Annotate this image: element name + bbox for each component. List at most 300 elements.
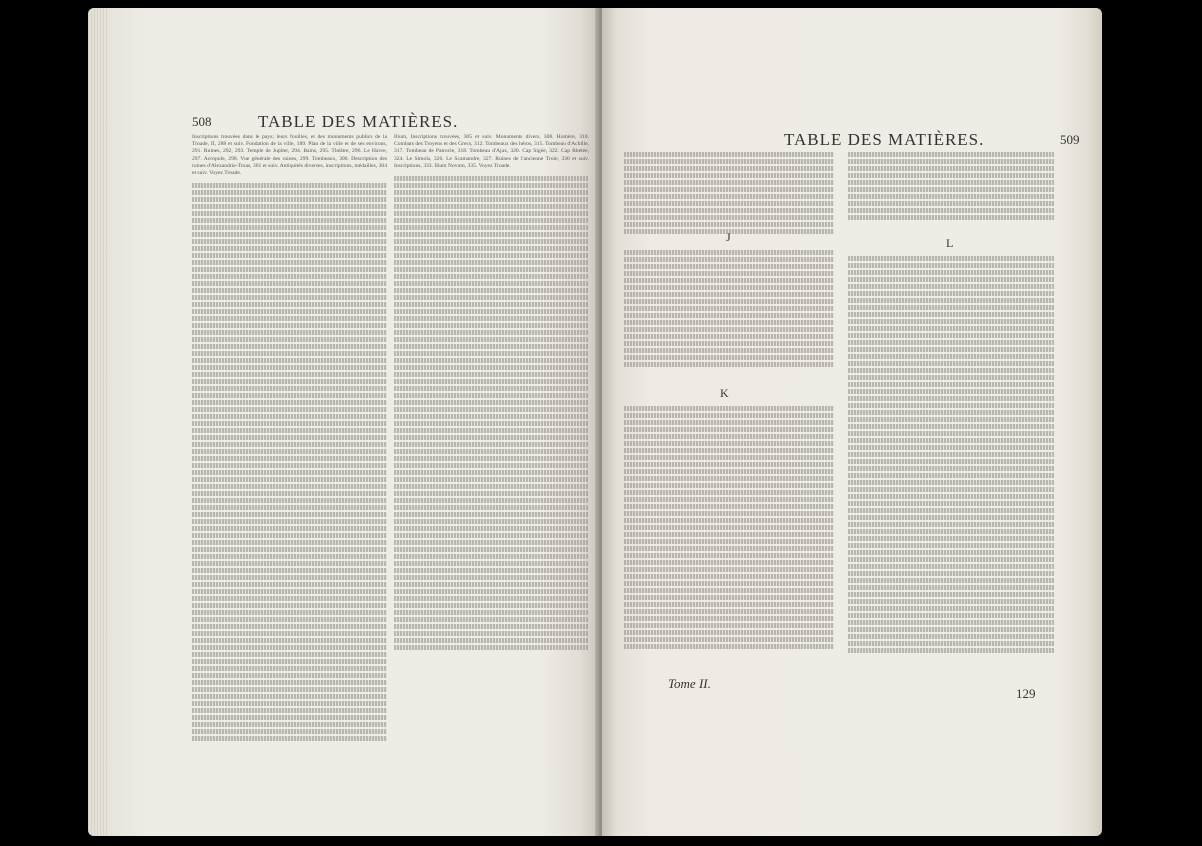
text-line	[192, 274, 387, 279]
text-line	[848, 194, 1054, 199]
text-line	[624, 250, 834, 255]
text-line	[394, 645, 589, 650]
text-line	[192, 225, 387, 230]
text-line	[848, 466, 1054, 471]
text-line	[394, 435, 589, 440]
text-line	[624, 574, 834, 579]
right-running-head: TABLE DES MATIÈRES.	[784, 130, 985, 149]
text-line	[394, 442, 589, 447]
text-line	[848, 298, 1054, 303]
text-line	[624, 152, 834, 157]
text-line	[394, 218, 589, 223]
tome-label: Tome II.	[668, 676, 711, 691]
text-line	[848, 480, 1054, 485]
text-line	[848, 410, 1054, 415]
text-line	[192, 267, 387, 272]
text-line	[848, 375, 1054, 380]
text-line	[394, 386, 589, 391]
text-line	[848, 613, 1054, 618]
text-line	[624, 320, 834, 325]
text-line	[624, 602, 834, 607]
text-line	[624, 609, 834, 614]
text-line	[848, 578, 1054, 583]
text-line	[192, 722, 387, 727]
text-line	[848, 173, 1054, 178]
text-line	[848, 389, 1054, 394]
text-line	[192, 701, 387, 706]
text-line	[624, 173, 834, 178]
text-line	[192, 484, 387, 489]
text-line	[192, 400, 387, 405]
text-line	[624, 299, 834, 304]
text-line	[192, 372, 387, 377]
text-line	[394, 596, 589, 601]
text-line	[192, 323, 387, 328]
text-line	[394, 519, 589, 524]
text-line	[848, 557, 1054, 562]
text-line	[394, 449, 589, 454]
text-line	[192, 498, 387, 503]
text-line	[394, 253, 589, 258]
text-line	[394, 197, 589, 202]
text-line	[624, 539, 834, 544]
text-line	[394, 316, 589, 321]
text-line	[394, 190, 589, 195]
text-line	[192, 617, 387, 622]
text-line	[394, 323, 589, 328]
text-line	[394, 337, 589, 342]
text-line	[624, 623, 834, 628]
text-line	[848, 263, 1054, 268]
right-column-1-j	[624, 248, 834, 376]
text-line	[394, 302, 589, 307]
text-line	[624, 560, 834, 565]
text-line	[394, 274, 589, 279]
text-line	[624, 588, 834, 593]
text-line	[848, 571, 1054, 576]
text-line	[394, 610, 589, 615]
text-line	[848, 382, 1054, 387]
text-line	[848, 361, 1054, 366]
text-line	[394, 260, 589, 265]
text-line	[394, 456, 589, 461]
right-column-1-k	[624, 404, 834, 674]
text-line	[624, 208, 834, 213]
text-line	[848, 159, 1054, 164]
text-line	[848, 215, 1054, 220]
text-line	[624, 278, 834, 283]
text-line	[624, 630, 834, 635]
text-line	[192, 309, 387, 314]
text-line	[624, 532, 834, 537]
section-letter-k: K	[720, 386, 729, 400]
left-column-2-text: Ilium, Inscriptions trouvées, 305 et suiv. Monuments divers, 308. Homère, 310. Combats des Troyens et des Grecs, 312. Tombeaux des héros, 315. Tombeau d'Achille, 317. Tombeau de Patrocle, 318. Tombeau d'Ajax, 320. Cap Sigée, 322. Cap Rhétée, 324. Le Simoïs, 326. Le Scamandre, 327. Ruines de l'ancienne Troie, 330 et suiv. Inscriptions, 333. Ilium Novum, 335. Voyez Troade.	[394, 134, 589, 169]
text-line	[624, 511, 834, 516]
text-line	[394, 533, 589, 538]
text-line	[624, 271, 834, 276]
text-line	[848, 641, 1054, 646]
right-column-1-top	[624, 150, 834, 242]
text-line	[394, 547, 589, 552]
text-line	[394, 211, 589, 216]
text-line	[192, 344, 387, 349]
text-line	[624, 434, 834, 439]
text-line	[624, 159, 834, 164]
text-line	[848, 648, 1054, 653]
text-line	[624, 553, 834, 558]
text-line	[192, 526, 387, 531]
text-line	[624, 427, 834, 432]
text-line	[394, 351, 589, 356]
text-line	[848, 487, 1054, 492]
text-line	[848, 152, 1054, 157]
text-line	[192, 316, 387, 321]
text-line	[192, 582, 387, 587]
text-line	[394, 477, 589, 482]
text-line	[848, 368, 1054, 373]
text-line	[192, 715, 387, 720]
left-running-head: TABLE DES MATIÈRES.	[258, 112, 459, 131]
text-line	[394, 617, 589, 622]
text-line	[192, 435, 387, 440]
text-line	[192, 253, 387, 258]
text-line	[192, 736, 387, 741]
text-line	[848, 550, 1054, 555]
text-line	[848, 515, 1054, 520]
text-line	[192, 260, 387, 265]
text-line	[192, 351, 387, 356]
text-line	[192, 680, 387, 685]
text-line	[192, 624, 387, 629]
text-line	[192, 603, 387, 608]
open-book	[88, 8, 1102, 836]
text-line	[394, 407, 589, 412]
text-line	[192, 456, 387, 461]
text-line	[192, 463, 387, 468]
text-line	[192, 393, 387, 398]
text-line	[394, 330, 589, 335]
left-page	[88, 8, 600, 836]
text-line	[192, 232, 387, 237]
text-line	[624, 180, 834, 185]
text-line	[624, 546, 834, 551]
text-line	[192, 190, 387, 195]
text-line	[192, 449, 387, 454]
text-line	[624, 313, 834, 318]
text-line	[394, 470, 589, 475]
text-line	[192, 330, 387, 335]
text-line	[394, 498, 589, 503]
text-line	[848, 431, 1054, 436]
text-line	[394, 246, 589, 251]
text-line	[624, 476, 834, 481]
text-line	[394, 400, 589, 405]
text-line	[394, 225, 589, 230]
text-line	[848, 634, 1054, 639]
text-line	[394, 344, 589, 349]
right-column-2-top	[848, 150, 1054, 230]
text-line	[394, 176, 589, 181]
text-line	[192, 547, 387, 552]
text-line	[192, 533, 387, 538]
text-line	[848, 256, 1054, 261]
right-column-2-l	[848, 254, 1054, 694]
text-line	[624, 194, 834, 199]
text-line	[848, 522, 1054, 527]
text-line	[192, 379, 387, 384]
text-line	[192, 505, 387, 510]
text-line	[624, 595, 834, 600]
text-line	[192, 281, 387, 286]
left-column-2	[394, 134, 589, 674]
text-line	[394, 554, 589, 559]
text-line	[192, 687, 387, 692]
text-line	[624, 518, 834, 523]
text-line	[624, 616, 834, 621]
text-line	[624, 448, 834, 453]
text-line	[624, 469, 834, 474]
text-line	[192, 589, 387, 594]
text-line	[848, 606, 1054, 611]
text-line	[848, 166, 1054, 171]
text-line	[394, 309, 589, 314]
text-line	[192, 386, 387, 391]
text-line	[848, 417, 1054, 422]
text-line	[848, 312, 1054, 317]
right-folio: 509	[1060, 132, 1080, 147]
text-line	[394, 295, 589, 300]
text-line	[848, 187, 1054, 192]
text-line	[848, 319, 1054, 324]
text-line	[624, 420, 834, 425]
text-line	[624, 355, 834, 360]
text-line	[848, 445, 1054, 450]
text-line	[624, 490, 834, 495]
text-line	[848, 284, 1054, 289]
text-line	[192, 561, 387, 566]
text-line	[394, 239, 589, 244]
text-line	[624, 525, 834, 530]
left-folio: 508	[192, 114, 212, 129]
text-line	[848, 354, 1054, 359]
text-line	[624, 413, 834, 418]
text-line	[192, 421, 387, 426]
section-letter-j: J	[726, 230, 731, 244]
text-line	[192, 729, 387, 734]
text-line	[192, 239, 387, 244]
text-line	[394, 428, 589, 433]
text-line	[624, 201, 834, 206]
text-line	[624, 497, 834, 502]
text-line	[394, 484, 589, 489]
text-line	[848, 592, 1054, 597]
text-line	[394, 288, 589, 293]
text-line	[192, 302, 387, 307]
text-line	[192, 631, 387, 636]
text-line	[192, 183, 387, 188]
text-line	[394, 568, 589, 573]
text-line	[394, 183, 589, 188]
text-line	[624, 306, 834, 311]
text-line	[848, 270, 1054, 275]
text-line	[624, 292, 834, 297]
text-line	[394, 512, 589, 517]
text-line	[192, 197, 387, 202]
text-line	[192, 365, 387, 370]
text-line	[848, 452, 1054, 457]
text-line	[192, 428, 387, 433]
text-line	[624, 644, 834, 649]
text-line	[192, 610, 387, 615]
text-line	[624, 637, 834, 642]
text-line	[848, 347, 1054, 352]
left-column-1	[192, 134, 387, 794]
text-line	[848, 208, 1054, 213]
text-line	[848, 340, 1054, 345]
text-line	[624, 334, 834, 339]
right-page	[602, 8, 1102, 836]
text-line	[192, 568, 387, 573]
text-line	[394, 575, 589, 580]
text-line	[394, 603, 589, 608]
text-line	[192, 491, 387, 496]
text-line	[624, 362, 834, 367]
text-line	[192, 295, 387, 300]
section-letter-l: L	[946, 236, 954, 250]
text-line	[848, 536, 1054, 541]
text-line	[394, 624, 589, 629]
text-line	[624, 455, 834, 460]
text-line	[624, 504, 834, 509]
text-line	[192, 575, 387, 580]
text-line	[848, 494, 1054, 499]
text-line	[848, 333, 1054, 338]
text-line	[192, 414, 387, 419]
text-line	[192, 554, 387, 559]
text-line	[848, 473, 1054, 478]
text-line	[848, 564, 1054, 569]
text-line	[624, 441, 834, 446]
text-line	[394, 281, 589, 286]
text-line	[394, 638, 589, 643]
text-line	[192, 512, 387, 517]
text-line	[848, 305, 1054, 310]
text-line	[848, 438, 1054, 443]
text-line	[394, 379, 589, 384]
text-line	[624, 406, 834, 411]
text-line	[624, 348, 834, 353]
text-line	[394, 491, 589, 496]
text-line	[192, 645, 387, 650]
text-line	[394, 561, 589, 566]
text-line	[624, 483, 834, 488]
text-line	[192, 218, 387, 223]
text-line	[848, 291, 1054, 296]
text-line	[394, 540, 589, 545]
text-line	[394, 365, 589, 370]
text-line	[394, 267, 589, 272]
text-line	[192, 659, 387, 664]
text-line	[192, 407, 387, 412]
text-line	[848, 585, 1054, 590]
text-line	[624, 327, 834, 332]
text-line	[624, 187, 834, 192]
text-line	[848, 620, 1054, 625]
text-line	[624, 166, 834, 171]
text-line	[394, 582, 589, 587]
text-line	[394, 204, 589, 209]
text-line	[394, 463, 589, 468]
text-line	[848, 403, 1054, 408]
text-line	[848, 424, 1054, 429]
text-line	[848, 459, 1054, 464]
text-line	[394, 421, 589, 426]
text-line	[848, 501, 1054, 506]
text-line	[394, 372, 589, 377]
text-line	[848, 627, 1054, 632]
text-line	[192, 540, 387, 545]
text-line	[394, 232, 589, 237]
text-line	[848, 599, 1054, 604]
text-line	[848, 277, 1054, 282]
text-line	[192, 694, 387, 699]
text-line	[624, 215, 834, 220]
text-line	[394, 526, 589, 531]
text-line	[192, 358, 387, 363]
text-line	[848, 201, 1054, 206]
text-line	[394, 589, 589, 594]
text-line	[624, 567, 834, 572]
bottom-folio: 129	[1016, 686, 1036, 701]
text-line	[848, 326, 1054, 331]
text-line	[624, 285, 834, 290]
text-line	[192, 337, 387, 342]
text-line	[848, 180, 1054, 185]
page-edge	[88, 8, 108, 836]
text-line	[394, 631, 589, 636]
text-line	[192, 204, 387, 209]
text-line	[624, 462, 834, 467]
text-line	[394, 358, 589, 363]
text-line	[624, 222, 834, 227]
text-line	[192, 638, 387, 643]
text-line	[394, 393, 589, 398]
text-line	[624, 581, 834, 586]
text-line	[192, 246, 387, 251]
text-line	[848, 396, 1054, 401]
text-line	[192, 442, 387, 447]
text-line	[192, 211, 387, 216]
text-line	[848, 529, 1054, 534]
text-line	[394, 414, 589, 419]
text-line	[848, 543, 1054, 548]
text-line	[192, 666, 387, 671]
text-line	[394, 505, 589, 510]
text-line	[624, 257, 834, 262]
text-line	[192, 708, 387, 713]
text-line	[192, 288, 387, 293]
left-column-1-text: Inscriptions trouvées dans le pays; leurs fouilles, et des monuments publics de la Troade, II, 288 et suiv. Fondation de la ville, 189. Plan de la ville et de ses environs, 291. Ruines, 292, 293. Temple de Jupiter, 294. Bains, 295. Théâtre, 296. Le Havre, 297. Acropole, 298. Vue générale des ruines, 299. Tombeaux, 300. Description des ruines d'Alexandrie-Troas, 301 et suiv. Antiquités diverses, inscriptions, médailles, 304 et suiv. Voyez Troade.	[192, 134, 387, 177]
text-line	[624, 341, 834, 346]
text-line	[192, 596, 387, 601]
text-line	[192, 673, 387, 678]
text-line	[192, 470, 387, 475]
text-line	[848, 508, 1054, 513]
text-line	[624, 264, 834, 269]
text-line	[192, 652, 387, 657]
text-line	[192, 477, 387, 482]
text-line	[192, 519, 387, 524]
